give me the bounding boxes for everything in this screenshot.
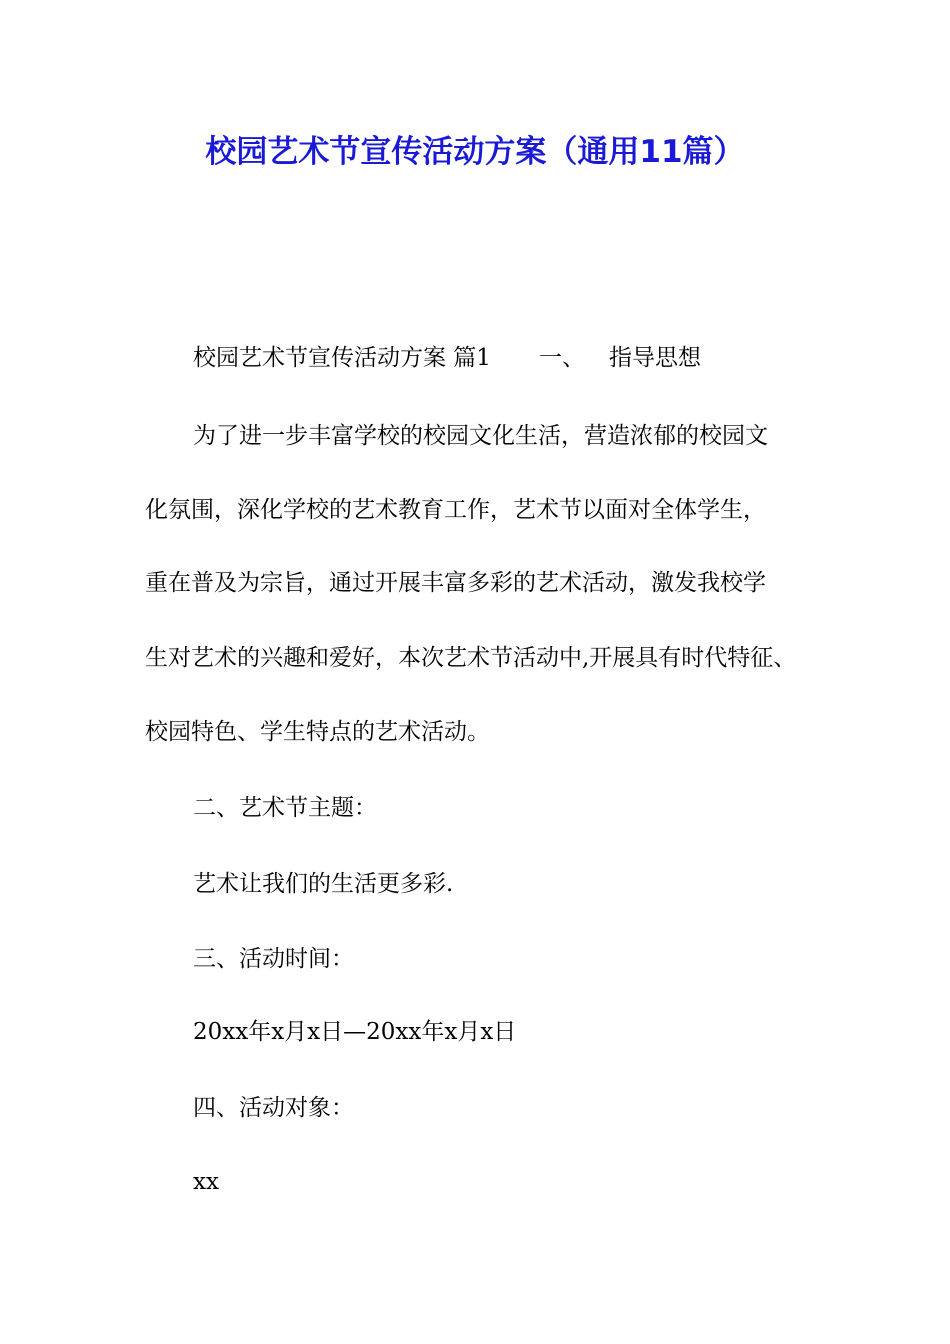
- section-topic: 指导思想: [608, 345, 701, 371]
- heading-target: 四、活动对象：: [193, 1095, 354, 1121]
- heading-time: 三、活动时间：: [193, 946, 354, 972]
- paragraph-line: 生对艺术的兴趣和爱好，本次艺术节活动中,开展具有时代特征、: [145, 645, 797, 671]
- target-text: xx: [193, 1169, 219, 1195]
- paragraph-line: 重在普及为宗旨，通过开展丰富多彩的艺术活动，激发我校学: [145, 570, 766, 596]
- section-number: 一、: [538, 345, 585, 371]
- time-text: 20xx年x月x日—20xx年x月x日: [193, 1019, 517, 1045]
- theme-text: 艺术让我们的生活更多彩.: [193, 871, 454, 897]
- paragraph-line: 校园特色、学生特点的艺术活动。: [145, 719, 490, 745]
- section-label: 校园艺术节宣传活动方案 篇1: [193, 345, 491, 371]
- paragraph-line: 化氛围，深化学校的艺术教育工作，艺术节以面对全体学生，: [145, 497, 766, 523]
- paragraph-line: 为了进一步丰富学校的校园文化生活，营造浓郁的校园文: [193, 423, 768, 449]
- section-heading: [193, 342, 883, 374]
- document-title: 校园艺术节宣传活动方案（通用11篇）: [205, 134, 745, 170]
- heading-theme: 二、艺术节主题：: [193, 795, 377, 821]
